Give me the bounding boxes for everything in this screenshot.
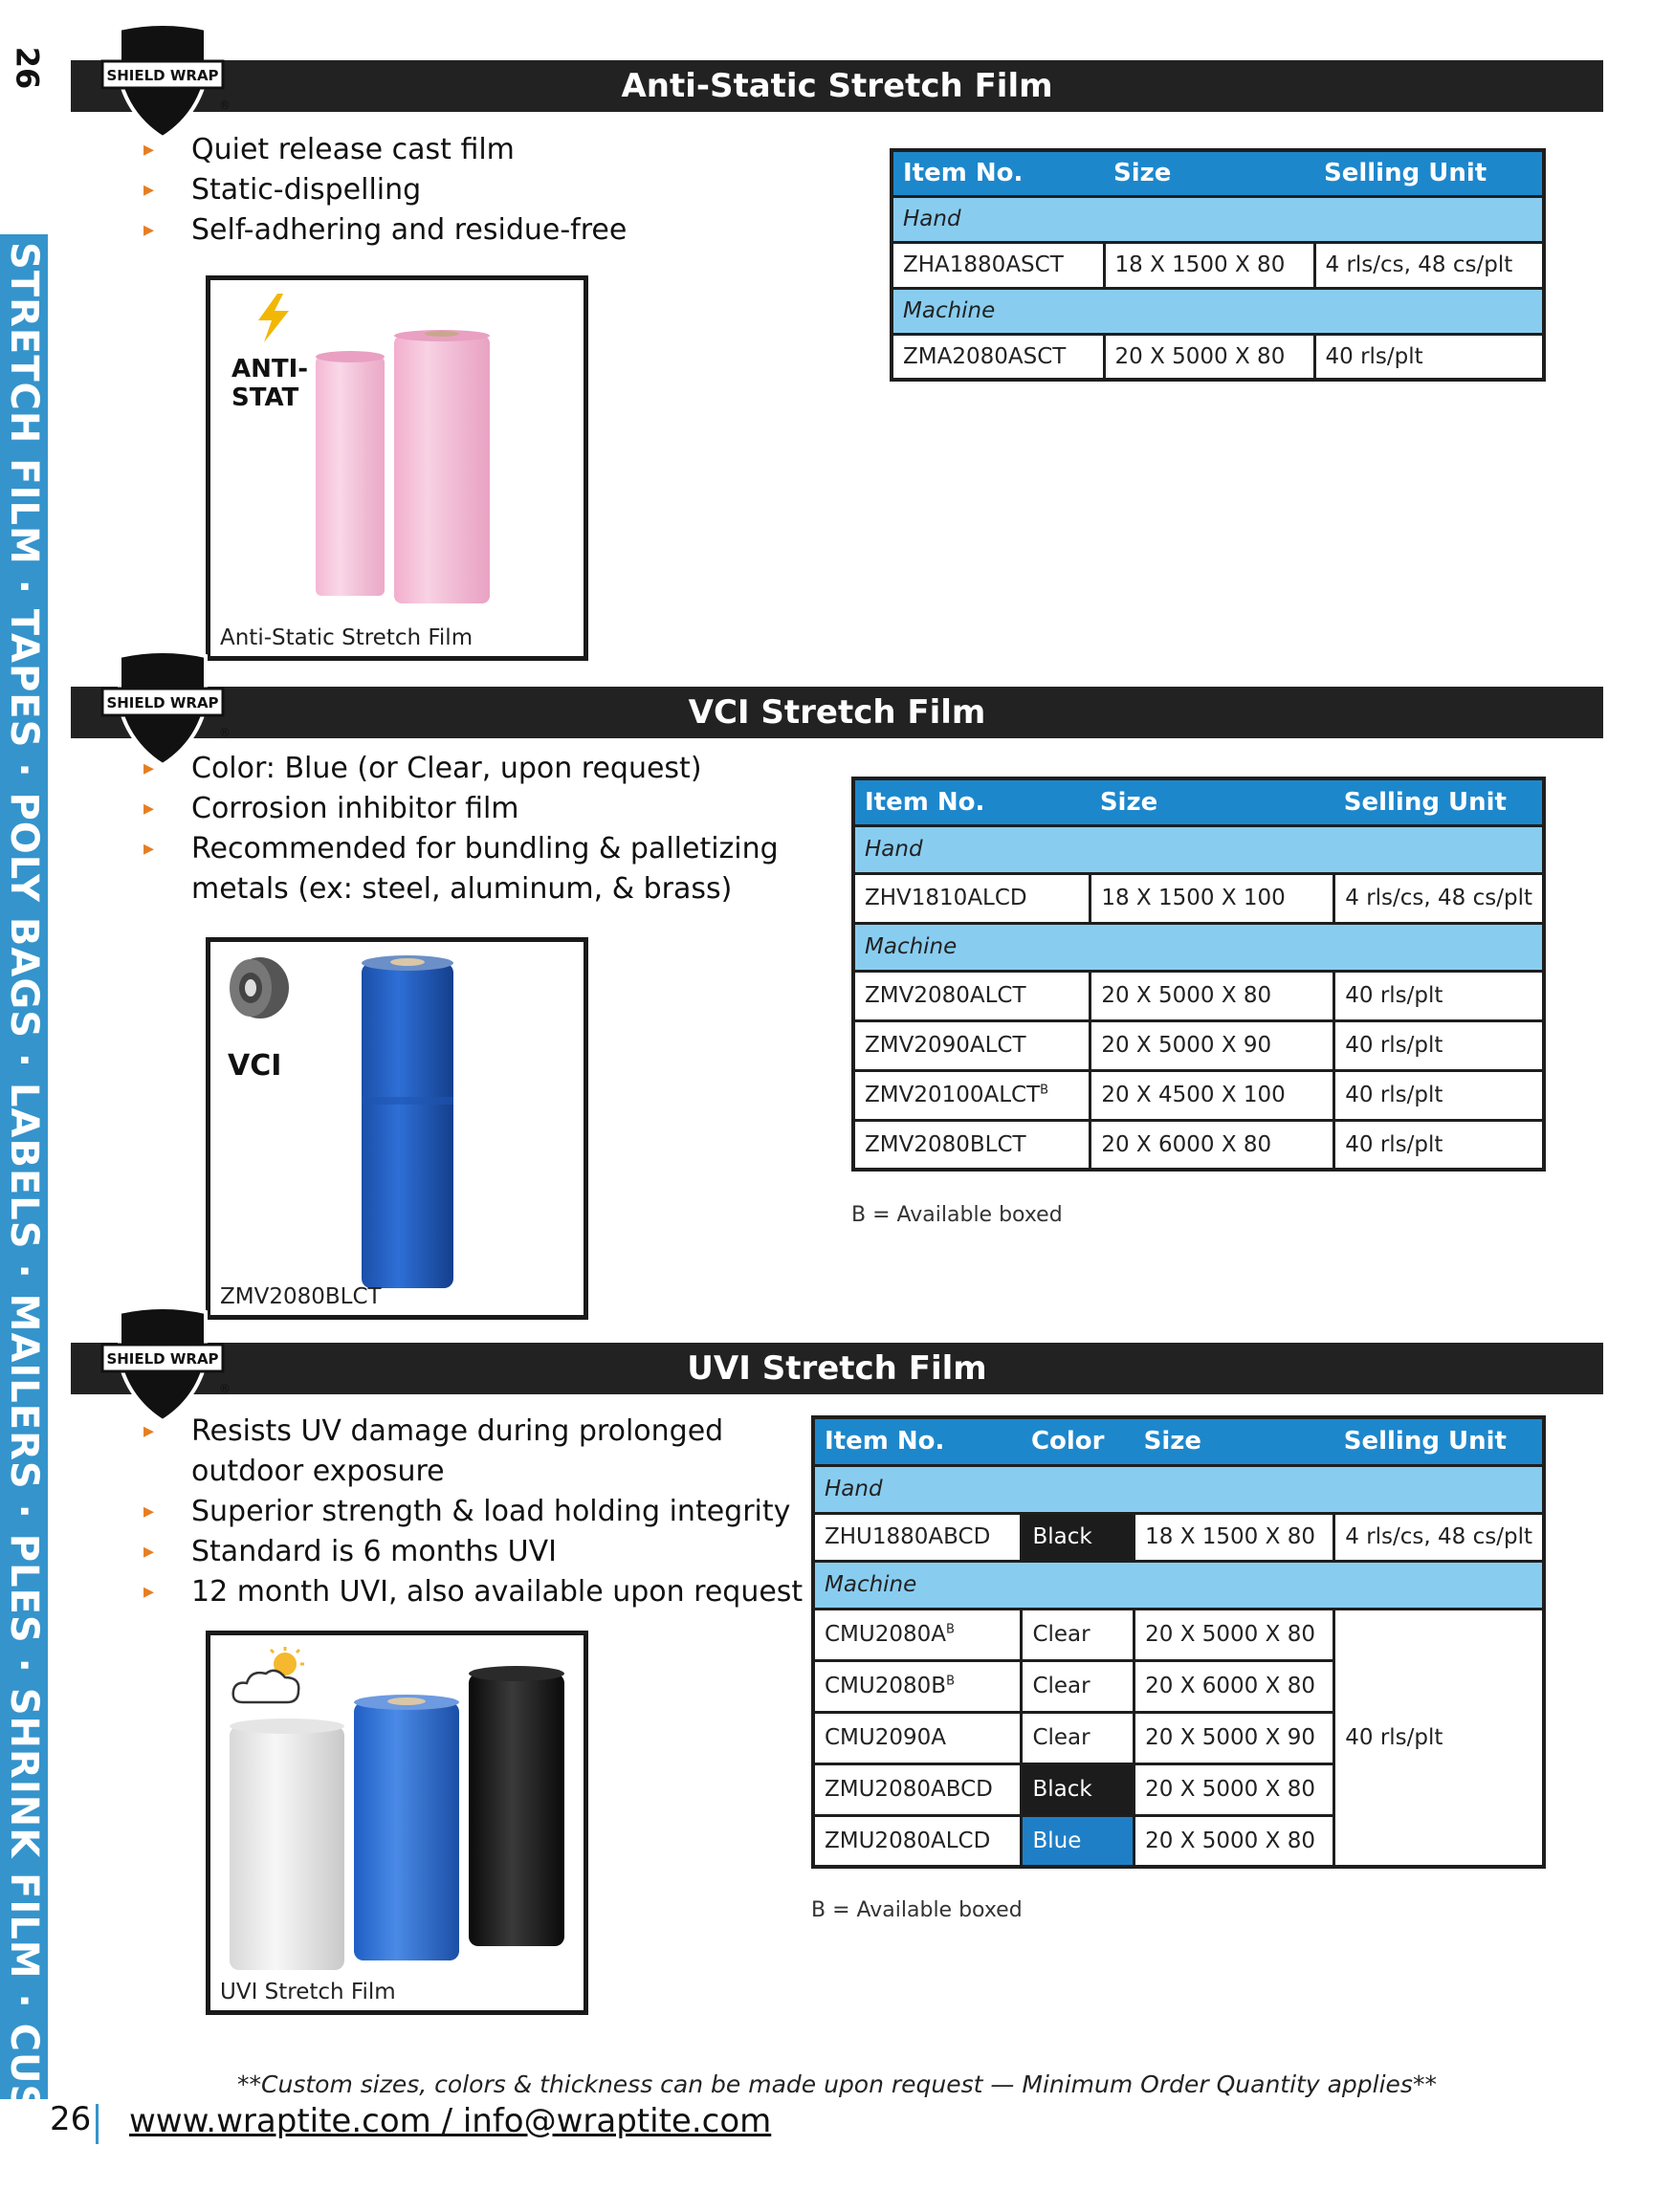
uvi-film-rolls bbox=[230, 1664, 574, 1980]
list-item: ▸ Static-dispelling bbox=[143, 170, 627, 210]
table-row: ZHV1810ALCD 18 X 1500 X 100 4 rls/cs, 48 cs/plt bbox=[853, 873, 1544, 923]
category-sidebar bbox=[0, 234, 48, 2212]
badge-text: SHIELD WRAP bbox=[106, 67, 219, 84]
page-number-bottom: 26 bbox=[50, 2100, 92, 2138]
group-machine: Machine bbox=[892, 288, 1544, 334]
svg-text:®: ® bbox=[219, 726, 231, 739]
table-row: ZMU2080ABCD Black 20 X 5000 X 80 bbox=[813, 1763, 1544, 1815]
section-title-bar bbox=[71, 687, 1603, 738]
section-title-bar bbox=[71, 1343, 1603, 1394]
list-item: ▸ Self-adhering and residue-free bbox=[143, 210, 627, 251]
table-row: $ZMV20100ALCT^B$ 20 X 4500 X 100 40 rls/plt bbox=[853, 1070, 1544, 1120]
group-hand: Hand bbox=[892, 196, 1544, 242]
sidebar-categories: STRETCH FILM · TAPES · POLY BAGS · LABELS · MAILERS · PLES · SHRINK FILM · CUSTOM bbox=[2, 242, 46, 2212]
feature-list bbox=[143, 130, 627, 251]
table-row: ZHU1880ABCD Black 18 X 1500 X 80 4 rls/cs, 48 cs/plt bbox=[813, 1513, 1544, 1561]
list-item: ▸ 12 month UVI, also available upon request bbox=[143, 1572, 803, 1612]
list-item: ▸ Standard is 6 months UVI bbox=[143, 1532, 803, 1572]
boxed-note: B = Available boxed bbox=[851, 1203, 1063, 1227]
list-item: ▸ Quiet release cast film bbox=[143, 130, 627, 170]
list-item: ▸ Resists UV damage during prolonged bbox=[143, 1412, 803, 1452]
group-machine: Machine bbox=[853, 923, 1544, 971]
film-roll-icon bbox=[222, 953, 291, 1022]
header-size: Size bbox=[1104, 150, 1314, 196]
anti-stat-label: ANTI- STAT bbox=[231, 355, 309, 412]
table-row: ZMU2080ALCD Blue 20 X 5000 X 80 bbox=[813, 1815, 1544, 1867]
boxed-note: B = Available boxed bbox=[811, 1898, 1023, 1922]
header-item-no: Item No. bbox=[853, 778, 1090, 825]
svg-text:®: ® bbox=[219, 1382, 231, 1395]
spec-table-vci bbox=[851, 777, 1546, 1172]
header-selling-unit: Selling Unit bbox=[1334, 1417, 1544, 1465]
list-item: ▸ Superior strength & load holding integrity bbox=[143, 1492, 803, 1532]
image-caption: Anti-Static Stretch Film bbox=[220, 625, 474, 650]
table-row: CMU2090A Clear 20 X 5000 X 90 bbox=[813, 1712, 1544, 1763]
custom-order-note: **Custom sizes, colors & thickness can be made upon request — Minimum Order Quantity applies** bbox=[237, 2070, 1437, 2098]
section-title: UVI Stretch Film bbox=[687, 1349, 987, 1388]
shield-wrap-logo bbox=[100, 21, 231, 145]
badge-text: SHIELD WRAP bbox=[106, 1350, 219, 1368]
table-row: $CMU2080B^B$ Clear 20 X 6000 X 80 bbox=[813, 1660, 1544, 1712]
table-row: ZHA1880ASCT 18 X 1500 X 80 4 rls/cs, 48 cs/plt bbox=[892, 242, 1544, 288]
header-size: Size bbox=[1134, 1417, 1334, 1465]
feature-list bbox=[143, 1412, 803, 1612]
section-title-bar bbox=[71, 60, 1603, 112]
group-hand: Hand bbox=[813, 1465, 1544, 1513]
spec-table-antistatic bbox=[890, 148, 1546, 382]
blue-film-roll bbox=[354, 953, 459, 1298]
footer-divider bbox=[96, 2104, 99, 2144]
section-title: VCI Stretch Film bbox=[688, 693, 986, 732]
table-row: ZMV2080BLCT 20 X 6000 X 80 40 rls/plt bbox=[853, 1120, 1544, 1170]
list-item: outdoor exposure bbox=[191, 1455, 445, 1488]
list-item: ▸ Corrosion inhibitor film bbox=[143, 789, 779, 829]
spec-table-uvi bbox=[811, 1415, 1546, 1869]
color-cell: Clear bbox=[1022, 1609, 1134, 1660]
vci-label: VCI bbox=[228, 1049, 282, 1083]
group-machine: Machine bbox=[813, 1561, 1544, 1609]
image-caption: ZMV2080BLCT bbox=[220, 1284, 382, 1309]
product-image-antistatic bbox=[206, 275, 588, 661]
product-image-uvi bbox=[206, 1631, 588, 2015]
lightning-icon bbox=[249, 292, 297, 344]
header-color: Color bbox=[1022, 1417, 1134, 1465]
color-cell: Black bbox=[1022, 1763, 1134, 1815]
feature-list bbox=[143, 749, 779, 909]
table-row: ZMV2090ALCT 20 X 5000 X 90 40 rls/plt bbox=[853, 1020, 1544, 1070]
pink-film-rolls bbox=[306, 328, 517, 615]
color-cell: Black bbox=[1022, 1513, 1134, 1561]
list-item: ▸ Color: Blue (or Clear, upon request) bbox=[143, 749, 779, 789]
header-item-no: Item No. bbox=[813, 1417, 1022, 1465]
machine-unit: 40 rls/plt bbox=[1334, 1609, 1544, 1867]
header-size: Size bbox=[1090, 778, 1334, 825]
table-row: $CMU2080A^B$ Clear 20 X 5000 X 80 40 rls/plt bbox=[813, 1609, 1544, 1660]
header-selling-unit: Selling Unit bbox=[1334, 778, 1544, 825]
color-cell: Blue bbox=[1022, 1815, 1134, 1867]
shield-wrap-logo bbox=[100, 1304, 231, 1429]
table-row: ZMA2080ASCT 20 X 5000 X 80 40 rls/plt bbox=[892, 334, 1544, 380]
page-number-top: 26 bbox=[9, 46, 46, 90]
image-caption: UVI Stretch Film bbox=[220, 1980, 396, 2004]
color-cell: Clear bbox=[1022, 1712, 1134, 1763]
badge-text: SHIELD WRAP bbox=[106, 694, 219, 712]
header-selling-unit: Selling Unit bbox=[1314, 150, 1544, 196]
color-cell: Clear bbox=[1022, 1660, 1134, 1712]
group-hand: Hand bbox=[853, 825, 1544, 873]
list-item: ▸ Recommended for bundling & palletizing bbox=[143, 829, 779, 869]
header-item-no: Item No. bbox=[892, 150, 1104, 196]
product-image-vci bbox=[206, 937, 588, 1320]
svg-text:®: ® bbox=[219, 99, 231, 112]
section-title: Anti-Static Stretch Film bbox=[621, 67, 1053, 105]
table-row: ZMV2080ALCT 20 X 5000 X 80 40 rls/plt bbox=[853, 971, 1544, 1020]
contact-link[interactable]: www.wraptite.com / info@wraptite.com bbox=[129, 2102, 772, 2140]
list-item: metals (ex: steel, aluminum, & brass) bbox=[191, 872, 733, 906]
